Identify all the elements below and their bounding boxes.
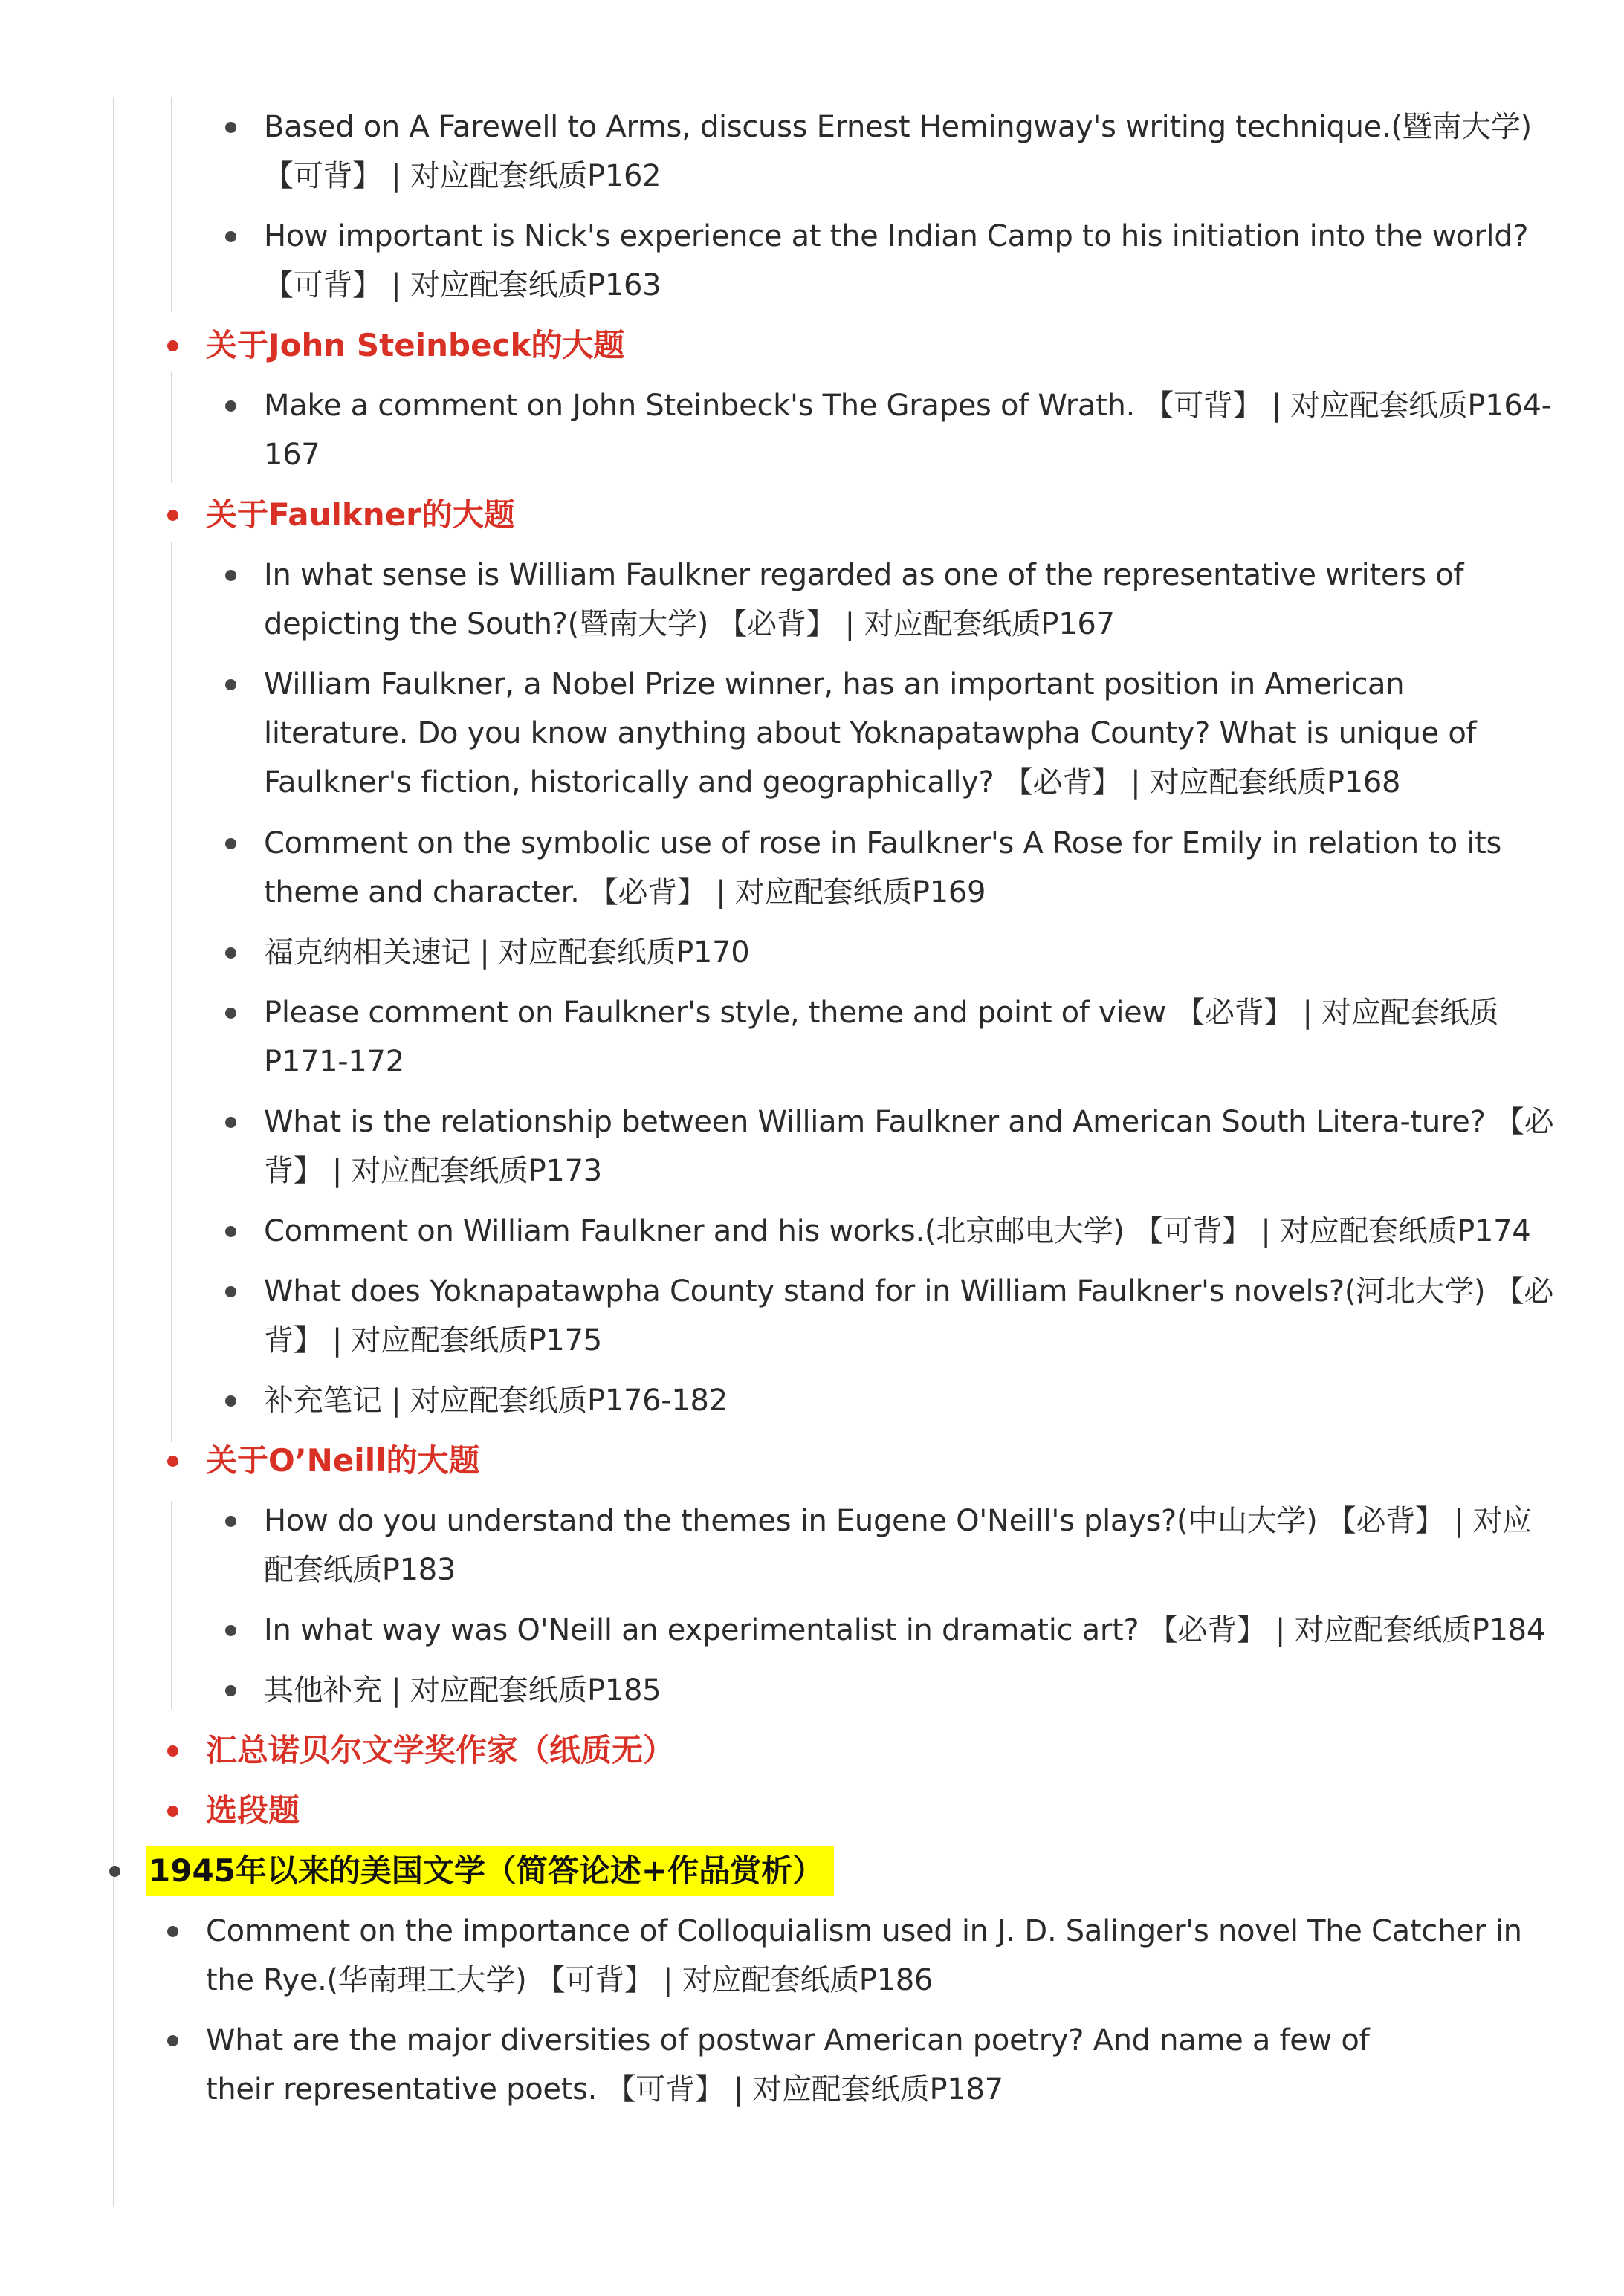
list-bullet <box>225 947 236 959</box>
list-bullet <box>225 570 236 581</box>
list-bullet <box>225 231 236 242</box>
list-item: How important is Nick's experience at the Indian Camp to his initiation into the world? 【可背】 | 对应配套纸质P163 <box>264 219 1529 302</box>
list-bullet <box>225 1516 236 1527</box>
list-bullet <box>225 1008 236 1019</box>
list-item: William Faulkner, a Nobel Prize winner, has an important position in American literature. Do you know anything about Yoknapatawpha County? What is unique of Faulkner's fiction, historically and geographically? 【必背】 | 对应配套纸质P168 <box>264 667 1477 800</box>
list-item: 补充笔记 | 对应配套纸质P176-182 <box>264 1384 728 1418</box>
list-bullet <box>225 1226 236 1237</box>
list-item: Based on A Farewell to Arms, discuss Ernest Hemingway's writing technique.(暨南大学) 【可背】 | 对应配套纸质P162 <box>264 110 1532 193</box>
list-bullet <box>225 1395 236 1407</box>
outline-guide-middle <box>113 1902 114 2199</box>
outline-guide-middle <box>171 1501 172 1709</box>
section-heading-post1945: 1945年以来的美国文学（简答论述+作品赏析） <box>146 1846 834 1896</box>
section-heading-nobel: 汇总诺贝尔文学奖作家（纸质无） <box>206 1732 675 1768</box>
list-item: 福克纳相关速记 | 对应配套纸质P170 <box>264 935 750 970</box>
heading-bullet <box>167 1456 178 1467</box>
list-bullet <box>167 1926 178 1937</box>
heading-bullet <box>167 340 178 351</box>
list-item: Comment on the importance of Colloquialism used in J. D. Salinger's novel The Catcher in the Rye.(华南理工大学) 【可背】 | 对应配套纸质P186 <box>206 1914 1522 1997</box>
heading-bullet <box>167 1806 178 1817</box>
list-item: Comment on William Faulkner and his works.(北京邮电大学) 【可背】 | 对应配套纸质P174 <box>264 1214 1531 1248</box>
list-bullet <box>225 1685 236 1696</box>
list-bullet <box>225 679 236 690</box>
list-item: What is the relationship between William Faulkner and American South Litera-ture? 【必背】 | 对应配套纸质P173 <box>264 1105 1554 1188</box>
top-level-bullet <box>109 1866 120 1877</box>
list-item: What are the major diversities of postwar American poetry? And name a few of their representative poets. 【可背】 | 对应配套纸质P187 <box>206 2023 1370 2107</box>
section-heading-oneill: 关于O’Neill的大题 <box>206 1442 480 1479</box>
section-heading-faulkner: 关于Faulkner的大题 <box>206 496 515 533</box>
list-item: In what sense is William Faulkner regarded as one of the representative writers of depicting the South?(暨南大学) 【必背】 | 对应配套纸质P167 <box>264 558 1464 641</box>
section-heading-selection: 选段题 <box>206 1792 300 1829</box>
list-bullet <box>225 1117 236 1128</box>
outline-guide-middle <box>171 372 172 483</box>
list-item: Make a comment on John Steinbeck's The Grapes of Wrath. 【可背】 | 对应配套纸质P164-167 <box>264 389 1552 472</box>
list-bullet <box>225 838 236 849</box>
list-item: How do you understand the themes in Eugene O'Neill's plays?(中山大学) 【必背】 | 对应配套纸质P183 <box>264 1504 1533 1587</box>
list-bullet <box>225 1286 236 1297</box>
outline-guide-middle <box>171 97 172 312</box>
section-heading-steinbeck: 关于John Steinbeck的大题 <box>206 327 625 363</box>
list-item: 其他补充 | 对应配套纸质P185 <box>264 1673 661 1708</box>
list-item: What does Yoknapatawpha County stand for in William Faulkner's novels?(河北大学) 【必背】 | 对应配套纸质P175 <box>264 1274 1554 1358</box>
heading-bullet <box>167 510 178 521</box>
list-item: Please comment on Faulkner's style, theme and point of view 【必背】 | 对应配套纸质P171-172 <box>264 996 1499 1079</box>
list-item: Comment on the symbolic use of rose in Faulkner's A Rose for Emily in relation to its theme and character. 【必背】 | 对应配套纸质P169 <box>264 826 1502 909</box>
heading-bullet <box>167 1745 178 1757</box>
list-bullet <box>225 122 236 133</box>
list-bullet <box>225 400 236 412</box>
list-bullet <box>225 1625 236 1636</box>
list-bullet <box>167 2035 178 2046</box>
outline-guide-outer <box>113 97 114 2207</box>
list-item: In what way was O'Neill an experimentalist in dramatic art? 【必背】 | 对应配套纸质P184 <box>264 1613 1545 1647</box>
outline-guide-middle <box>171 542 172 1442</box>
